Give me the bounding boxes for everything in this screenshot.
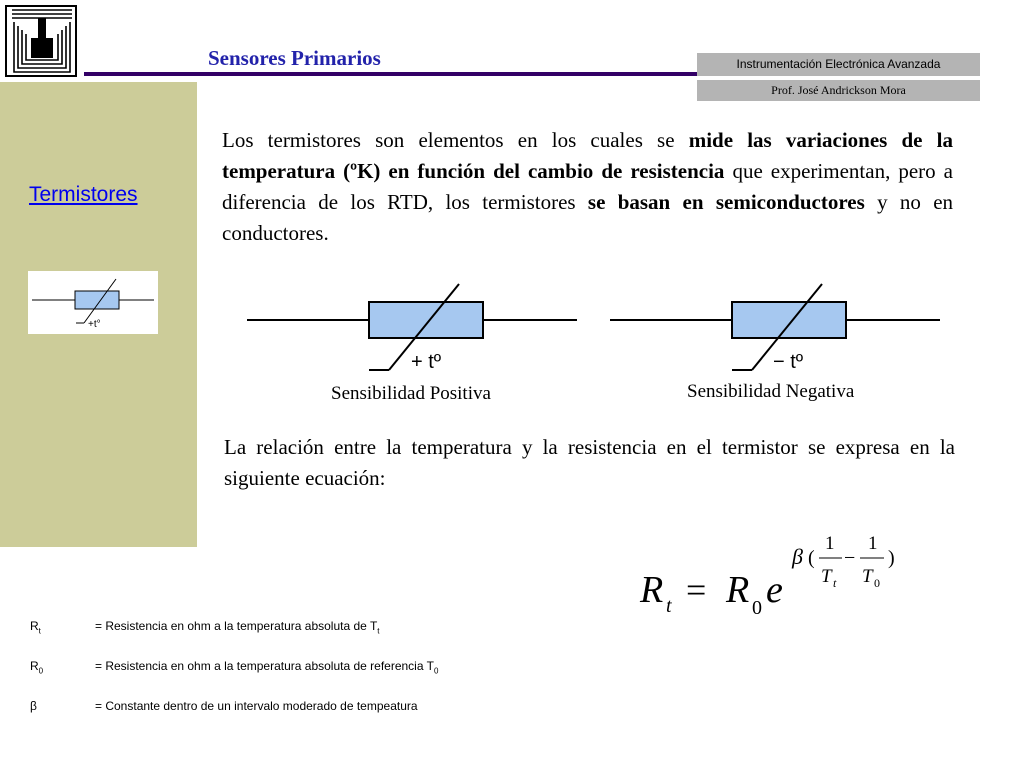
sidebar-link-termistores[interactable]: Termistores — [29, 183, 138, 206]
professor-name-badge: Prof. José Andrickson Mora — [697, 80, 980, 101]
course-name-badge: Instrumentación Electrónica Avanzada — [697, 53, 980, 76]
intro-text-2: que experimentan, pero a diferencia de los RTD, los termistores — [222, 159, 953, 214]
eq-close-paren: ) — [888, 547, 895, 569]
legend-symbol-sub: 0 — [38, 666, 44, 676]
page-title: Sensores Primarios — [208, 46, 381, 70]
eq-den1-sub: t — [833, 576, 837, 590]
positive-thermistor-symbol — [247, 284, 577, 404]
institution-logo — [0, 0, 84, 82]
negative-sign-label: − tº — [773, 351, 804, 373]
negative-thermistor-symbol — [610, 284, 940, 402]
legend-symbol: R — [30, 619, 39, 633]
legend-symbol-sub: t — [38, 626, 41, 636]
eq-den1: T — [821, 566, 832, 587]
legend-description: = Constante dentro de un intervalo moderado de tempeatura — [95, 699, 418, 713]
thumbnail-label: +t° — [88, 319, 101, 330]
legend-symbol: R — [30, 659, 39, 673]
eq-equals: = — [686, 570, 707, 610]
intro-bold-1: mide las variaciones de la temperatura (ºK) en función del cambio de resistencia — [222, 128, 953, 183]
intro-paragraph — [222, 125, 953, 249]
thermistor-symbol-thumbnail — [28, 271, 158, 334]
eq-lhs-sub: t — [666, 595, 672, 617]
positive-sign-label: + tº — [411, 351, 442, 373]
eq-open-paren: ( — [808, 547, 815, 569]
legend-symbol: β — [30, 699, 37, 713]
legend-description: = Resistencia en ohm a la temperatura absoluta de referencia T — [95, 659, 434, 673]
intro-bold-2: se basan en semiconductores — [587, 190, 865, 214]
eq-lhs-R: R — [640, 569, 664, 611]
eq-den2-sub: 0 — [874, 576, 880, 590]
positive-caption: Sensibilidad Positiva — [331, 383, 491, 404]
relation-paragraph: La relación entre la temperatura y la resistencia en el termistor se expresa en la siguiente ecuación: — [224, 435, 955, 490]
eq-minus: − — [844, 547, 856, 569]
eq-num1: 1 — [825, 533, 835, 554]
thermistor-sensitivity-figure — [237, 280, 947, 408]
eq-den2: T — [862, 566, 873, 587]
eq-e: e — [766, 569, 783, 611]
eq-num2: 1 — [868, 533, 878, 554]
intro-text-3: y no en conductores. — [222, 190, 954, 245]
thermistor-equation — [620, 520, 920, 620]
negative-caption: Sensibilidad Negativa — [687, 381, 855, 402]
eq-rhs-R: R — [726, 569, 750, 611]
legend-description-sub: t — [377, 626, 380, 636]
legend-description-sub: 0 — [433, 666, 439, 676]
eq-beta: β — [792, 544, 803, 569]
intro-text-1: Los termistores son elementos en los cuales se — [222, 128, 689, 152]
eq-rhs-sub: 0 — [752, 597, 762, 619]
legend-description: = Resistencia en ohm a la temperatura absoluta de T — [95, 619, 378, 633]
